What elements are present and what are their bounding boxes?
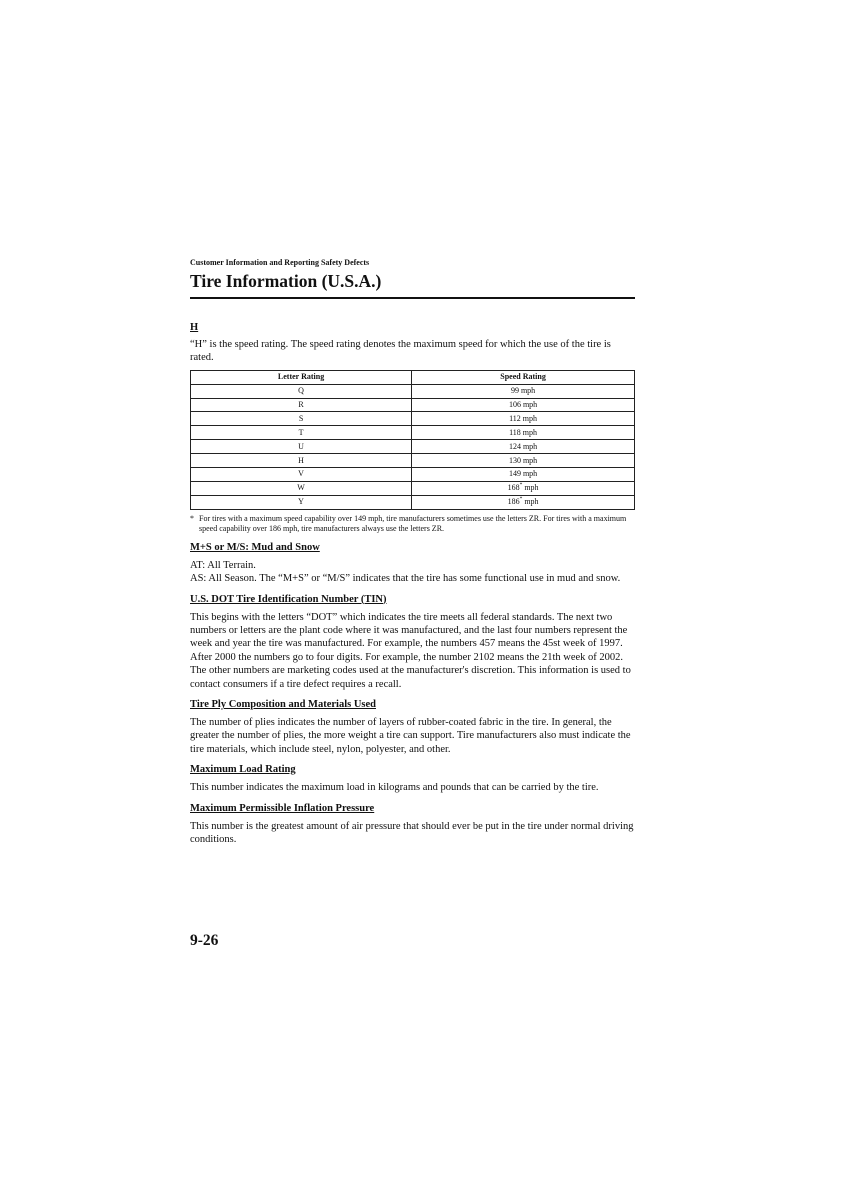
speed-unit: mph <box>522 483 539 493</box>
heading-h: H <box>190 322 199 333</box>
speed-rating-table <box>190 370 635 510</box>
column-header-speed: Speed Rating <box>412 370 635 384</box>
section-label: Customer Information and Reporting Safety Defects <box>190 258 370 267</box>
letter-cell: H <box>191 454 412 468</box>
heading-dot-tin: U.S. DOT Tire Identification Number (TIN) <box>190 593 387 605</box>
speed-cell: 118 mph <box>412 426 635 440</box>
max-inflation-text: This number is the greatest amount of air pressure that should ever be put in the tire under normal driving conditions. <box>190 820 634 845</box>
table-row <box>191 495 635 509</box>
letter-cell: W <box>191 481 412 495</box>
speed-cell: 130 mph <box>412 454 635 468</box>
speed-cell: 99 mph <box>412 384 635 398</box>
heading-max-inflation: Maximum Permissible Inflation Pressure <box>190 802 375 814</box>
max-load-text: This number indicates the maximum load in kilograms and pounds that can be carried by the tire. <box>190 782 599 794</box>
table-row <box>191 412 635 426</box>
speed-value: 168 <box>507 483 520 493</box>
speed-cell <box>412 495 635 509</box>
footnote-star: * <box>190 513 194 523</box>
table-header-row <box>191 370 635 384</box>
footnote-marker: * <box>519 496 523 503</box>
page-content <box>190 258 635 846</box>
table-row <box>191 454 635 468</box>
table-row <box>191 398 635 412</box>
heading-max-load: Maximum Load Rating <box>190 764 296 776</box>
letter-cell: T <box>191 426 412 440</box>
letter-cell: U <box>191 440 412 454</box>
letter-cell: V <box>191 468 412 482</box>
footnote-marker: * <box>519 482 523 489</box>
letter-cell: Y <box>191 495 412 509</box>
heading-mud-and-snow: M+S or M/S: Mud and Snow <box>190 541 320 553</box>
table-row <box>191 468 635 482</box>
heading-ply-composition: Tire Ply Composition and Materials Used <box>190 698 376 710</box>
table-row <box>191 481 635 495</box>
speed-cell: 112 mph <box>412 412 635 426</box>
table-row <box>191 384 635 398</box>
table-footnote <box>190 514 635 535</box>
mud-snow-text-as: AS: All Season. The “M+S” or “M/S” indicates that the tire has some functional use in mud and snow. <box>190 573 621 585</box>
speed-value: 186 <box>507 497 520 507</box>
speed-cell: 124 mph <box>412 440 635 454</box>
table-row <box>191 426 635 440</box>
mud-snow-text-at: AT: All Terrain. <box>190 559 256 571</box>
letter-cell: R <box>191 398 412 412</box>
letter-cell: S <box>191 412 412 426</box>
footnote-text: For tires with a maximum speed capability over 149 mph, tire manufacturers sometimes use the letters ZR. For tires with a maximum speed capability over 186 mph, tire manufacturers always use the letters ZR. <box>199 513 627 534</box>
speed-cell: 106 mph <box>412 398 635 412</box>
column-header-letter: Letter Rating <box>191 370 412 384</box>
ply-composition-text: The number of plies indicates the number of layers of rubber-coated fabric in the tire. In general, the greater the number of plies, the more weight a tire can support. Tire manufacturers also must indicate the tire materials, which include steel, nylon, polyester, and other. <box>190 716 631 755</box>
page-number: 9-26 <box>190 932 219 949</box>
speed-unit: mph <box>522 497 539 507</box>
table-row <box>191 440 635 454</box>
page-title: Tire Information (U.S.A.) <box>190 271 382 291</box>
speed-cell <box>412 481 635 495</box>
letter-cell: Q <box>191 384 412 398</box>
h-description: “H” is the speed rating. The speed rating denotes the maximum speed for which the use of the tire is rated. <box>190 339 611 364</box>
title-divider <box>190 297 635 299</box>
speed-cell: 149 mph <box>412 468 635 482</box>
dot-tin-text: This begins with the letters “DOT” which indicates the tire meets all federal standards. The next two numbers or letters are the plant code where it was manufactured, and the last four numbers represent the week and year the tire was manufactured. For example, the numbers 457 means the 45st week of 1997. After 2000 the numbers go to four digits. For example, the number 2102 means the 21th week of 2002. The other numbers are marketing codes used at the manufacturer's discretion. This information is used to contact consumers if a tire defect requires a recall. <box>190 611 631 690</box>
